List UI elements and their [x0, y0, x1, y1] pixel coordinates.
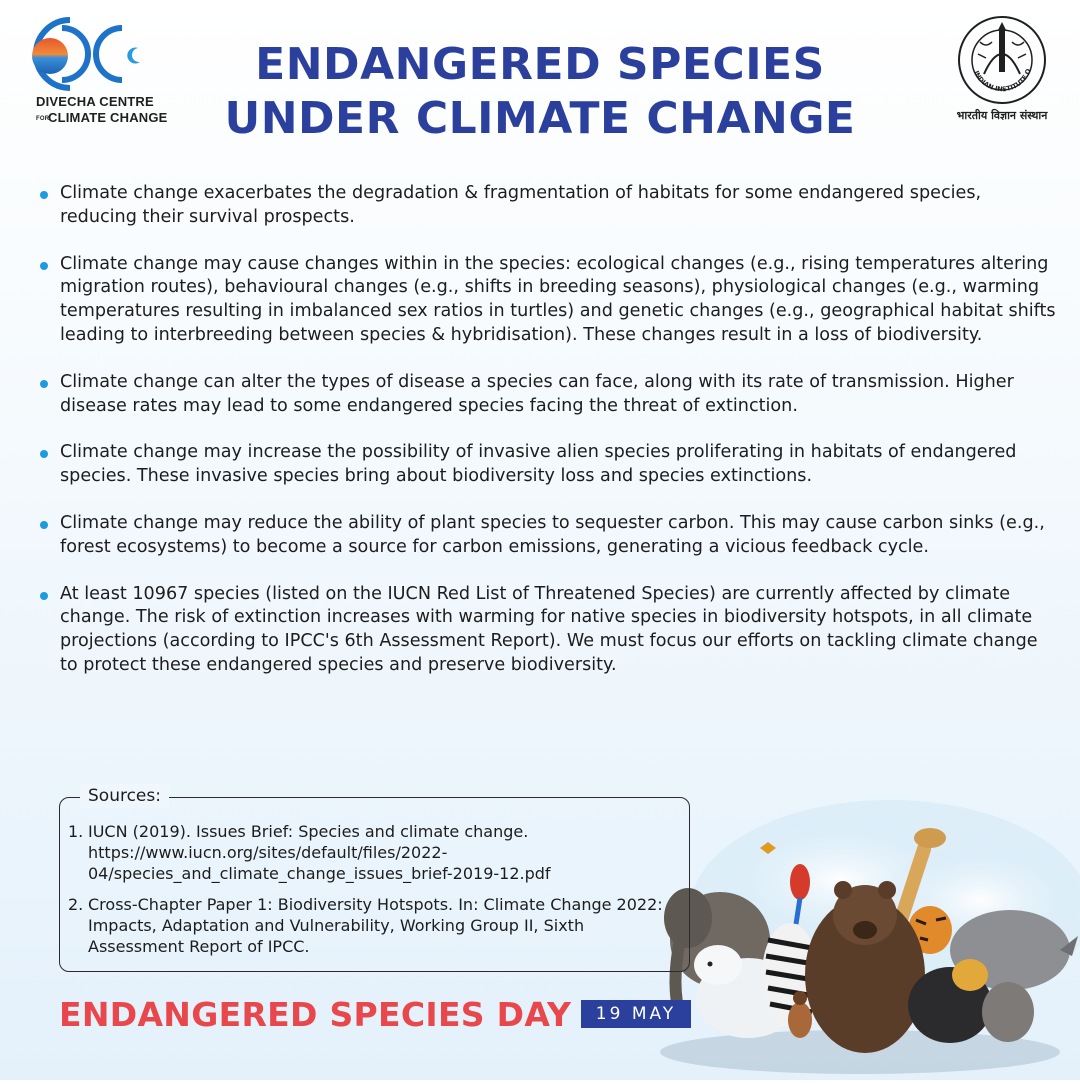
bullet-item	[36, 182, 1056, 230]
iisc-emblem-icon	[950, 14, 1055, 109]
bullet-item	[36, 512, 1056, 560]
bullet-item	[36, 583, 1056, 678]
animals-illustration	[640, 790, 1080, 1080]
divecha-name-for: FOR	[36, 115, 50, 122]
bullet-dot-icon	[40, 450, 48, 458]
source-number: 2.	[68, 895, 84, 914]
title-line-2: UNDER CLIMATE CHANGE	[224, 93, 856, 144]
iisc-hindi-name: भारतीय विज्ञान संस्थान	[956, 109, 1048, 122]
title-line-1: ENDANGERED SPECIES	[255, 39, 825, 90]
bullet-text: Climate change may reduce the ability of plant species to sequester carbon. This may cause carbon sinks (e.g., forest ecosystems) to become a source for carbon emissions, generating a vicious feedback cycle.	[60, 512, 1045, 557]
bullet-text: Climate change may cause changes within in the species: ecological changes (e.g., rising temperatures altering migration routes), behavioural changes (e.g., shifts in breeding seasons), physiological changes (e.g., warming temperatures resulting in imbalanced sex ratios in turtles) and genetic changes (e.g., geographical habitat shifts leading to interbreeding between species & hybridisation). These changes result in a loss of biodiversity.	[60, 253, 1056, 345]
bullet-dot-icon	[40, 592, 48, 600]
bullet-text: Climate change can alter the types of disease a species can face, along with its rate of transmission. Higher disease rates may lead to some endangered species facing the threat of extinction.	[60, 371, 1014, 416]
endangered-animals-icon	[640, 790, 1080, 1080]
bullet-text: At least 10967 species (listed on the IUCN Red List of Threatened Species) are currently affected by climate change. The risk of extinction increases with warming for native species in biodiversity hotspots, in all climate projections (according to IPCC's 6th Assessment Report). We must focus our efforts on tackling climate change to protect these endangered species and preserve biodiversity.	[60, 583, 1038, 675]
bullet-text: Climate change may increase the possibility of invasive alien species proliferating in habitats of endangered species. These invasive species bring about biodiversity loss and species extinctions.	[60, 442, 1017, 487]
bullet-item	[36, 371, 1056, 419]
bullet-dot-icon	[40, 262, 48, 270]
divecha-name-line1: DIVECHA CENTRE	[36, 94, 154, 109]
sources-box	[59, 786, 690, 972]
bullet-item	[36, 441, 1056, 489]
bullet-text: Climate change exacerbates the degradation & fragmentation of habitats for some endangered species, reducing their survival prospects.	[60, 183, 982, 227]
bullet-item	[36, 253, 1056, 348]
bullet-dot-icon	[40, 380, 48, 388]
event-title: ENDANGERED SPECIES DAY	[59, 995, 572, 1034]
bullet-list	[36, 182, 1056, 701]
divecha-name-line2: CLIMATE CHANGE	[48, 110, 168, 125]
divecha-globe-icon	[22, 14, 157, 94]
divecha-centre-name	[36, 94, 168, 126]
event-date-badge: 19 MAY	[581, 1000, 691, 1028]
iisc-ring-text: INDIAN INSTITUTE O	[972, 67, 1033, 94]
bullet-dot-icon	[40, 191, 48, 199]
source-number: 1.	[68, 822, 84, 841]
source-text: Cross-Chapter Paper 1: Biodiversity Hotspots. In: Climate Change 2022: Impacts, Adaptation and Vulnerability, Working Group II, Sixth Assessment Report of IPCC.	[88, 895, 663, 956]
source-item	[68, 894, 669, 957]
svg-text:INDIAN INSTITUTE OF SCIENCE	[950, 14, 1033, 93]
page-title	[150, 38, 930, 146]
source-text: IUCN (2019). Issues Brief: Species and climate change. https://www.iucn.org/sites/default/files/2022-04/species_and_climate_change_issues_brief-2019-12.pdf	[88, 822, 551, 883]
source-item	[68, 821, 669, 884]
bullet-dot-icon	[40, 521, 48, 529]
sources-list	[68, 821, 669, 967]
sources-label: Sources:	[80, 784, 169, 808]
